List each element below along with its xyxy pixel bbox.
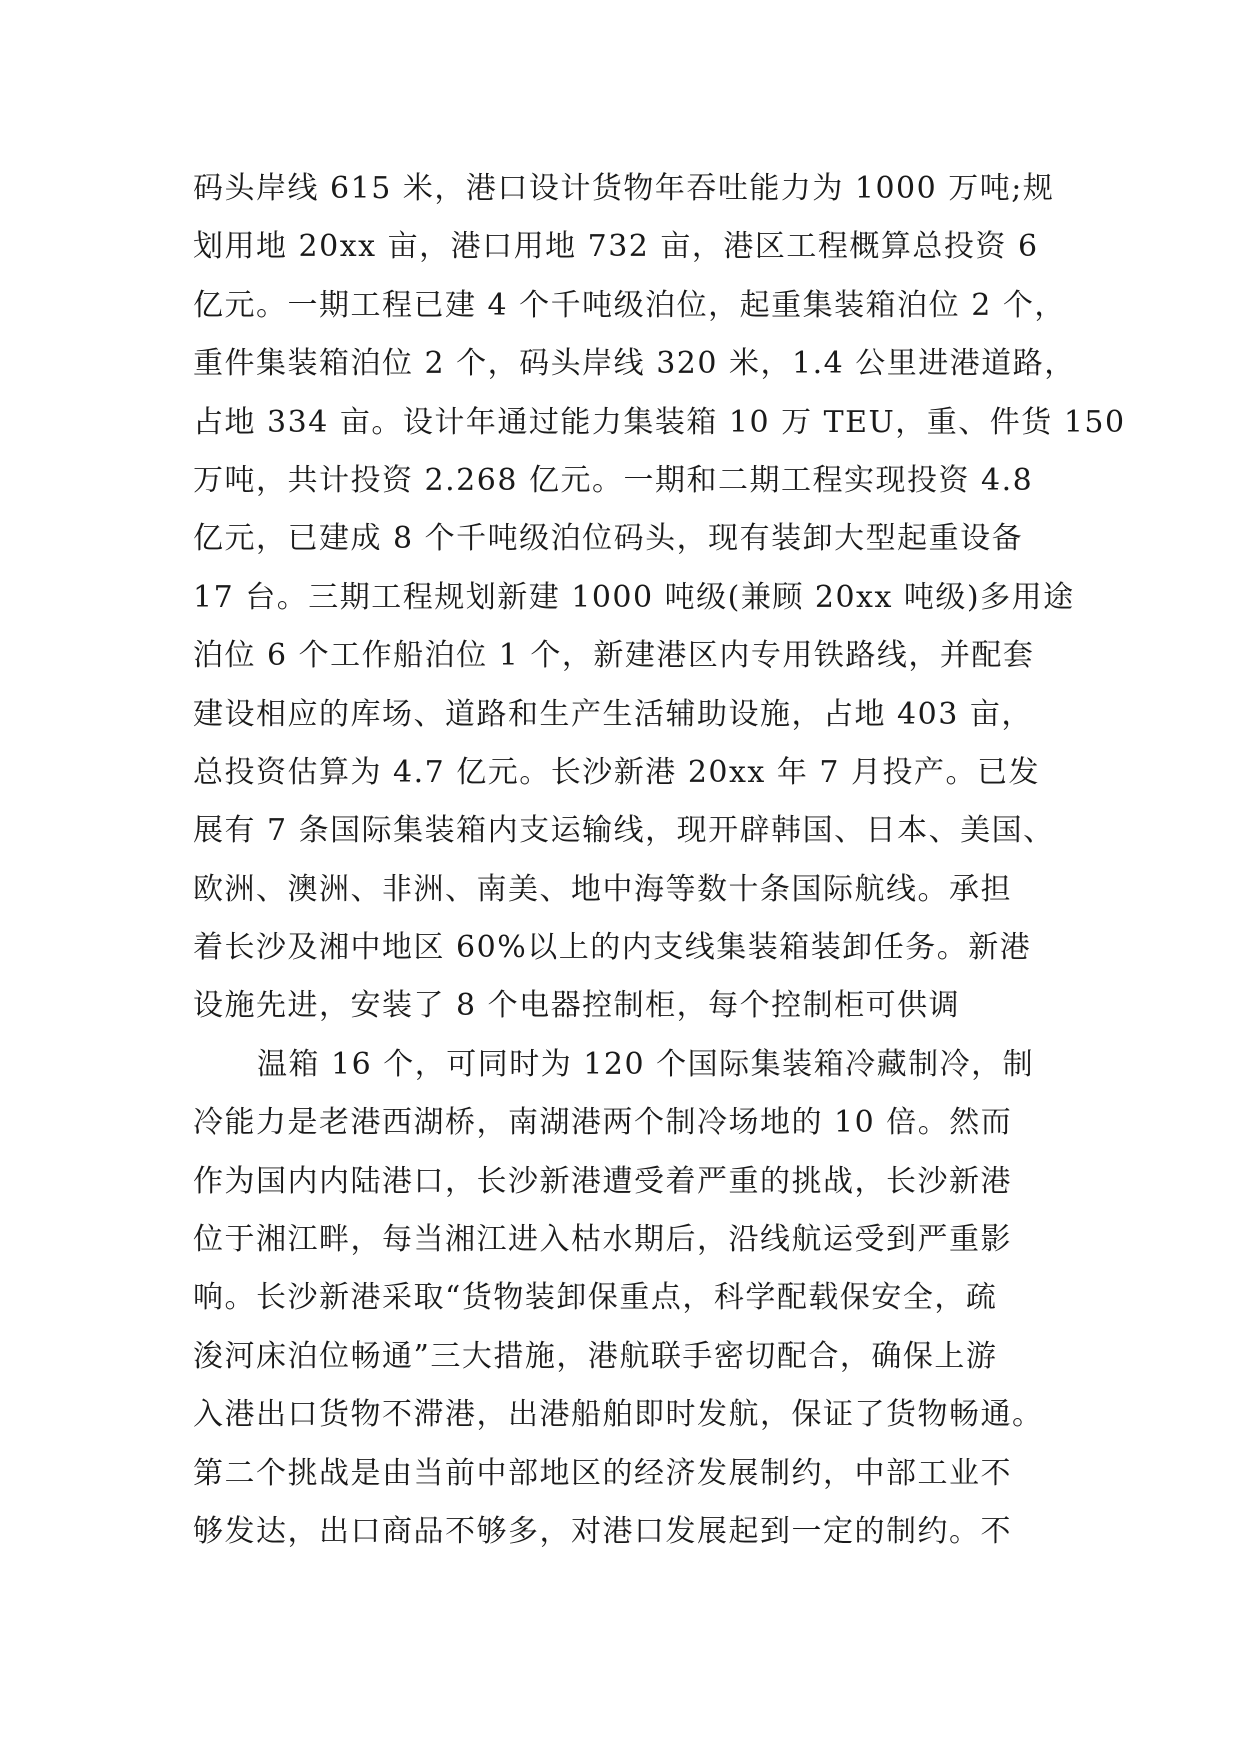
- paragraph-2: [193, 1036, 1073, 1562]
- text-line: 泊位 6 个工作船泊位 1 个，新建港区内专用铁路线，并配套: [193, 638, 1035, 674]
- text-line: 占地 334 亩。设计年通过能力集装箱 10 万 TEU，重、件货 150: [193, 404, 1126, 440]
- text-line: 响。长沙新港采取“货物装卸保重点，科学配载保安全，疏: [193, 1280, 998, 1316]
- text-line: 位于湘江畔，每当湘江进入枯水期后，沿线航运受到严重影: [193, 1222, 1012, 1258]
- text-line: 设施先进，安装了 8 个电器控制柜，每个控制柜可供调: [193, 988, 961, 1024]
- text-line: 够发达，出口商品不够多，对港口发展起到一定的制约。不: [193, 1513, 1012, 1549]
- text-line: 亿元，已建成 8 个千吨级泊位码头，现有装卸大型起重设备: [193, 521, 1024, 557]
- text-line: 着长沙及湘中地区 60%以上的内支线集装箱装卸任务。新港: [193, 930, 1032, 966]
- document-body: [193, 160, 1126, 1561]
- text-line: 重件集装箱泊位 2 个，码头岸线 320 米，1.4 公里进港道路，: [193, 346, 1076, 382]
- text-line: 入港出口货物不滞港，出港船舶即时发航，保证了货物畅通。: [193, 1397, 1044, 1433]
- paragraph-1: [193, 160, 1126, 1036]
- text-line: 码头岸线 615 米，港口设计货物年吞吐能力为 1000 万吨;规: [193, 171, 1055, 206]
- text-line: 建设相应的库场、道路和生产生活辅助设施，占地 403 亩，: [193, 696, 1033, 732]
- text-line: 欧洲、澳洲、非洲、南美、地中海等数十条国际航线。承担: [193, 871, 1012, 907]
- text-line: 温箱 16 个，可同时为 120 个国际集装箱冷藏制冷，制: [257, 1046, 1035, 1082]
- text-line: 总投资估算为 4.7 亿元。长沙新港 20xx 年 7 月投产。已发: [193, 754, 1041, 790]
- text-line: 浚河床泊位畅通”三大措施，港航联手密切配合，确保上游: [193, 1338, 998, 1374]
- text-line: 冷能力是老港西湖桥，南湖港两个制冷场地的 10 倍。然而: [193, 1105, 1013, 1141]
- text-line: 作为国内内陆港口，长沙新港遭受着严重的挑战，长沙新港: [193, 1163, 1012, 1199]
- text-line: 亿元。一期工程已建 4 个千吨级泊位，起重集装箱泊位 2 个，: [193, 287, 1066, 323]
- text-line: 划用地 20xx 亩，港口用地 732 亩，港区工程概算总投资 6: [193, 229, 1039, 265]
- text-line: 第二个挑战是由当前中部地区的经济发展制约，中部工业不: [193, 1455, 1012, 1491]
- text-line: 展有 7 条国际集装箱内支运输线，现开辟韩国、日本、美国、: [193, 813, 1055, 849]
- text-line: 17 台。三期工程规划新建 1000 吨级(兼顾 20xx 吨级)多用途: [193, 579, 1075, 615]
- text-line: 万吨，共计投资 2.268 亿元。一期和二期工程实现投资 4.8: [193, 462, 1034, 498]
